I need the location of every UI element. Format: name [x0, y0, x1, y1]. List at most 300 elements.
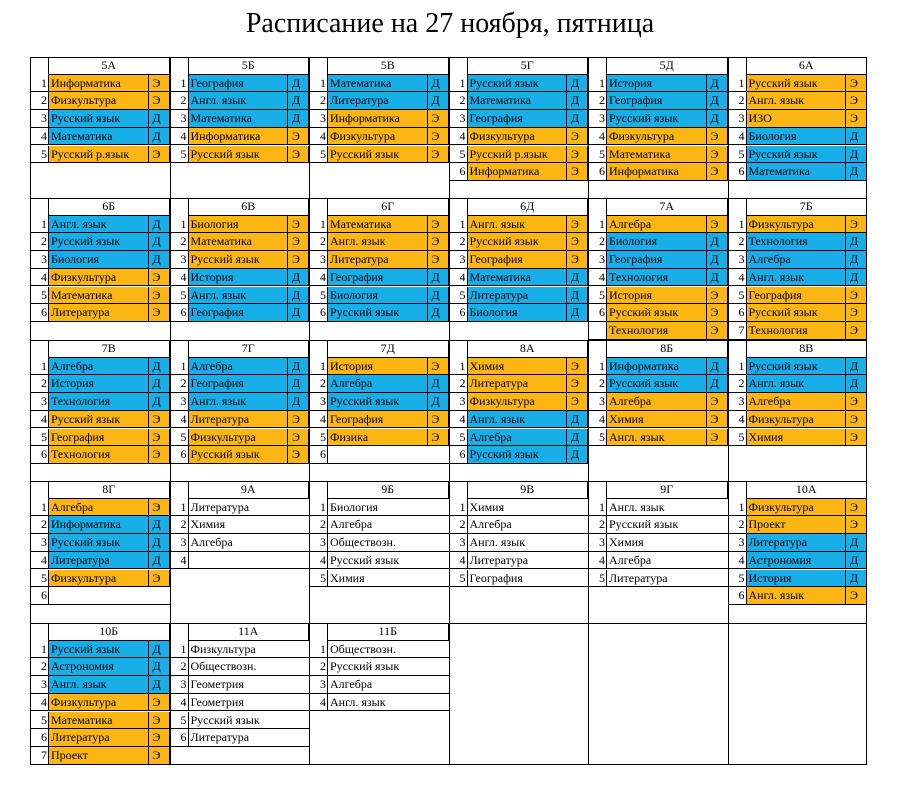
lesson-subject: Англ. язык: [746, 375, 846, 393]
lesson-subject: Физкультура: [48, 92, 148, 110]
lesson-row: [588, 304, 728, 322]
lesson-format: Э: [148, 146, 170, 164]
lesson-number: 1: [30, 641, 48, 659]
lesson-format: Д: [706, 233, 728, 251]
lesson-row: [588, 393, 728, 411]
lesson-row: [30, 552, 170, 570]
lesson-subject: Англ. язык: [48, 676, 148, 694]
lesson-row: [588, 322, 728, 340]
lesson-number: 2: [449, 375, 467, 393]
lesson-row: [728, 146, 868, 164]
lesson-number: 6: [170, 729, 188, 747]
lesson-number: 3: [728, 110, 746, 128]
lesson-number: 3: [728, 534, 746, 552]
lesson-subject: Биология: [188, 216, 288, 234]
lesson-subject: Русский язык: [467, 75, 567, 93]
lesson-number: 2: [30, 516, 48, 534]
lesson-number: 4: [449, 269, 467, 287]
lesson-format: Д: [845, 269, 867, 287]
lesson-subject: Алгебра: [467, 429, 567, 447]
lesson-row: [170, 304, 310, 322]
class-block: [30, 481, 170, 623]
lesson-format: Д: [148, 552, 170, 570]
lesson-row: [170, 75, 310, 93]
lesson-number: 3: [588, 110, 606, 128]
lesson-row: [30, 587, 170, 605]
lesson-number: 2: [728, 375, 746, 393]
lesson-row: [309, 75, 449, 93]
lesson-number: 1: [170, 499, 188, 517]
lesson-number: 6: [30, 587, 48, 605]
lesson-subject: География: [188, 375, 288, 393]
lesson-number: 1: [170, 641, 188, 659]
lesson-format: Э: [845, 92, 867, 110]
lesson-number: 3: [170, 393, 188, 411]
lesson-subject: Физкультура: [746, 499, 846, 517]
lesson-subject: Физкультура: [327, 128, 427, 146]
lesson-row: [728, 587, 868, 605]
lesson-row: [449, 499, 589, 517]
lesson-subject: Математика: [606, 146, 706, 164]
lesson-row: [30, 712, 170, 730]
lesson-number: 2: [588, 516, 606, 534]
lesson-row: [30, 375, 170, 393]
lesson-subject: Литература: [48, 552, 148, 570]
lesson-subject: Англ. язык: [188, 287, 288, 305]
lesson-subject: Физкультура: [48, 570, 148, 588]
class-block: [309, 623, 449, 765]
lesson-number: 3: [309, 393, 327, 411]
lesson-row: [728, 375, 868, 393]
lesson-row: [728, 304, 868, 322]
lesson-subject: Химия: [188, 516, 310, 534]
lesson-number: 4: [30, 128, 48, 146]
lesson-subject: Математика: [48, 287, 148, 305]
lesson-format: Э: [845, 429, 867, 447]
lesson-number: 6: [30, 304, 48, 322]
lesson-subject: География: [467, 110, 567, 128]
lesson-number: 1: [30, 216, 48, 234]
lesson-format: Д: [148, 516, 170, 534]
lesson-row: [309, 429, 449, 447]
lesson-format: Э: [287, 146, 309, 164]
lesson-number: 1: [30, 499, 48, 517]
lesson-row: [588, 233, 728, 251]
lesson-number: 4: [309, 694, 327, 712]
lesson-format: Э: [845, 216, 867, 234]
lesson-row: [170, 729, 310, 747]
lesson-number: 1: [170, 75, 188, 93]
lesson-row: [728, 163, 868, 181]
lesson-row: [588, 146, 728, 164]
lesson-format: Э: [148, 411, 170, 429]
lesson-number: 2: [588, 233, 606, 251]
lesson-format: Э: [148, 570, 170, 588]
lesson-number: 2: [30, 375, 48, 393]
lesson-format: Э: [427, 110, 449, 128]
lesson-subject: Технология: [606, 269, 706, 287]
lesson-subject: География: [327, 269, 427, 287]
lesson-subject: Русский язык: [746, 304, 846, 322]
lesson-subject: Технология: [746, 233, 846, 251]
lesson-row: [588, 75, 728, 93]
lesson-subject: Англ. язык: [467, 216, 567, 234]
lesson-format: Д: [148, 110, 170, 128]
lesson-row: [309, 216, 449, 234]
lesson-format: Э: [427, 358, 449, 376]
lesson-row: [449, 216, 589, 234]
lesson-row: [170, 128, 310, 146]
lesson-number: 1: [170, 216, 188, 234]
lesson-row: [309, 269, 449, 287]
lesson-row: [588, 251, 728, 269]
lesson-subject: Технология: [606, 322, 706, 340]
lesson-subject: Геометрия: [188, 694, 310, 712]
lesson-subject: Биология: [327, 499, 449, 517]
lesson-subject: Алгебра: [188, 534, 310, 552]
class-name: 8А: [467, 340, 589, 358]
lesson-subject: Алгебра: [606, 216, 706, 234]
lesson-subject: Англ. язык: [746, 587, 846, 605]
lesson-number: 4: [30, 552, 48, 570]
lesson-format: Д: [148, 676, 170, 694]
lesson-number: 3: [170, 534, 188, 552]
lesson-subject: Астрономия: [48, 658, 148, 676]
lesson-format: Э: [845, 411, 867, 429]
lesson-row: [309, 110, 449, 128]
lesson-number: 6: [588, 163, 606, 181]
lesson-format: Э: [287, 429, 309, 447]
lesson-row: [30, 92, 170, 110]
class-block: [30, 57, 170, 198]
lesson-format: Э: [427, 128, 449, 146]
lesson-row: [309, 641, 449, 659]
lesson-number: 3: [30, 676, 48, 694]
class-block: [170, 340, 310, 481]
lesson-subject: Литература: [746, 534, 846, 552]
class-block: [30, 198, 170, 340]
lesson-number: 3: [309, 251, 327, 269]
lesson-number: 3: [449, 534, 467, 552]
lesson-subject: Литература: [327, 251, 427, 269]
lesson-number: 5: [588, 429, 606, 447]
lesson-subject: Англ. язык: [327, 694, 449, 712]
lesson-row: [728, 269, 868, 287]
lesson-row: [588, 570, 728, 588]
lesson-subject: Англ. язык: [188, 92, 288, 110]
lesson-number: 2: [30, 92, 48, 110]
lesson-number: 5: [30, 146, 48, 164]
lesson-subject: Русский язык: [746, 75, 846, 93]
lesson-row: [309, 694, 449, 712]
lesson-subject: Математика: [48, 128, 148, 146]
lesson-format: Д: [845, 146, 867, 164]
lesson-row: [30, 287, 170, 305]
lesson-number: 3: [588, 393, 606, 411]
lesson-subject: Математика: [467, 92, 567, 110]
lesson-subject: Русский язык: [48, 110, 148, 128]
lesson-row: [588, 534, 728, 552]
lesson-row: [170, 375, 310, 393]
lesson-number: 6: [30, 446, 48, 464]
lesson-number: 4: [588, 269, 606, 287]
grid-line: [449, 57, 450, 765]
lesson-subject: Русский р.язык: [467, 146, 567, 164]
lesson-row: [309, 287, 449, 305]
class-name: 5А: [48, 57, 170, 75]
lesson-row: [30, 446, 170, 464]
class-block: [588, 481, 728, 623]
lesson-subject: Физика: [327, 429, 427, 447]
lesson-format: Э: [148, 729, 170, 747]
lesson-number: 3: [728, 251, 746, 269]
lesson-subject: История: [606, 75, 706, 93]
lesson-subject: Англ. язык: [467, 411, 567, 429]
lesson-format: Д: [148, 658, 170, 676]
lesson-row: [30, 393, 170, 411]
lesson-number: 3: [588, 534, 606, 552]
class-block: [170, 198, 310, 340]
lesson-subject: Обществозн.: [327, 641, 449, 659]
lesson-number: 3: [170, 110, 188, 128]
lesson-subject: Математика: [327, 216, 427, 234]
lesson-subject: Русский язык: [188, 446, 288, 464]
lesson-format: Д: [287, 92, 309, 110]
lesson-format: Д: [148, 358, 170, 376]
lesson-number: 4: [309, 269, 327, 287]
lesson-row: [170, 534, 310, 552]
lesson-format: Д: [706, 92, 728, 110]
lesson-row: [728, 322, 868, 340]
lesson-row: [309, 570, 449, 588]
class-name: 7Г: [188, 340, 310, 358]
class-name: 6В: [188, 198, 310, 216]
lesson-row: [588, 516, 728, 534]
class-name: 7Д: [327, 340, 449, 358]
lesson-row: [449, 233, 589, 251]
class-block: [728, 481, 868, 623]
lesson-number: 4: [170, 552, 188, 570]
class-name: 9А: [188, 481, 310, 499]
lesson-row: [449, 570, 589, 588]
lesson-row: [588, 358, 728, 376]
lesson-number: 3: [30, 251, 48, 269]
lesson-format: Д: [148, 233, 170, 251]
lesson-row: [170, 92, 310, 110]
lesson-number: 2: [309, 92, 327, 110]
class-block: [170, 623, 310, 765]
lesson-number: 6: [728, 587, 746, 605]
lesson-format: Э: [148, 269, 170, 287]
grid-line: [30, 481, 866, 482]
lesson-subject: История: [188, 269, 288, 287]
lesson-number: 1: [309, 216, 327, 234]
lesson-subject: Англ. язык: [48, 216, 148, 234]
lesson-number: 1: [728, 499, 746, 517]
lesson-row: [728, 287, 868, 305]
lesson-number: 3: [30, 534, 48, 552]
lesson-number: 1: [588, 358, 606, 376]
class-name: 10Б: [48, 623, 170, 641]
lesson-format: Д: [566, 110, 588, 128]
lesson-subject: Химия: [606, 411, 706, 429]
lesson-row: [728, 110, 868, 128]
lesson-format: Э: [148, 694, 170, 712]
lesson-subject: Русский язык: [606, 304, 706, 322]
lesson-number: 1: [170, 358, 188, 376]
class-block: [728, 198, 868, 340]
lesson-subject: Русский язык: [606, 516, 728, 534]
lesson-number: 4: [30, 269, 48, 287]
lesson-subject: История: [48, 375, 148, 393]
grid-line: [588, 57, 589, 765]
lesson-row: [588, 411, 728, 429]
lesson-row: [449, 163, 589, 181]
lesson-row: [309, 411, 449, 429]
lesson-subject: Математика: [467, 269, 567, 287]
lesson-row: [170, 429, 310, 447]
lesson-number: 1: [30, 75, 48, 93]
lesson-row: [30, 358, 170, 376]
lesson-subject: Математика: [48, 712, 148, 730]
lesson-number: 2: [588, 92, 606, 110]
lesson-format: Э: [287, 446, 309, 464]
lesson-number: 5: [449, 287, 467, 305]
lesson-row: [30, 216, 170, 234]
lesson-row: [30, 499, 170, 517]
lesson-format: Э: [845, 516, 867, 534]
lesson-format: Э: [148, 499, 170, 517]
lesson-number: 4: [728, 552, 746, 570]
lesson-format: Д: [566, 75, 588, 93]
lesson-subject: География: [48, 429, 148, 447]
lesson-row: [170, 146, 310, 164]
lesson-number: 3: [309, 110, 327, 128]
lesson-number: 5: [170, 429, 188, 447]
lesson-row: [30, 516, 170, 534]
lesson-subject: Русский язык: [327, 658, 449, 676]
lesson-number: 5: [170, 287, 188, 305]
lesson-format: Д: [566, 411, 588, 429]
lesson-number: 2: [449, 233, 467, 251]
lesson-subject: Биология: [746, 128, 846, 146]
lesson-row: [309, 358, 449, 376]
lesson-number: 6: [170, 446, 188, 464]
lesson-row: [728, 251, 868, 269]
lesson-format: Э: [148, 429, 170, 447]
lesson-row: [588, 110, 728, 128]
lesson-row: [30, 251, 170, 269]
lesson-format: Д: [566, 304, 588, 322]
lesson-number: 1: [588, 499, 606, 517]
lesson-subject: Информатика: [606, 163, 706, 181]
class-block: [449, 481, 589, 623]
lesson-number: 2: [728, 516, 746, 534]
lesson-number: 5: [309, 287, 327, 305]
lesson-subject: Русский язык: [48, 534, 148, 552]
lesson-number: 5: [309, 146, 327, 164]
lesson-row: [728, 499, 868, 517]
lesson-format: Э: [148, 92, 170, 110]
lesson-subject: Математика: [188, 233, 288, 251]
class-name: 11Б: [327, 623, 449, 641]
lesson-subject: Русский язык: [327, 304, 427, 322]
class-block: [449, 340, 589, 481]
lesson-subject: [48, 587, 170, 605]
lesson-row: [30, 747, 170, 765]
lesson-format: Д: [287, 287, 309, 305]
lesson-row: [170, 446, 310, 464]
lesson-format: Э: [845, 287, 867, 305]
class-name: 5Д: [606, 57, 728, 75]
lesson-subject: Физкультура: [188, 429, 288, 447]
lesson-format: Э: [706, 304, 728, 322]
lesson-number: 1: [309, 75, 327, 93]
lesson-number: 6: [309, 304, 327, 322]
lesson-subject: Математика: [188, 110, 288, 128]
lesson-row: [449, 429, 589, 447]
lesson-format: Д: [845, 534, 867, 552]
lesson-row: [309, 446, 449, 464]
lesson-subject: География: [606, 92, 706, 110]
class-block: [309, 57, 449, 198]
lesson-number: 2: [588, 375, 606, 393]
lesson-row: [728, 128, 868, 146]
lesson-number: 5: [728, 429, 746, 447]
class-name: 9В: [467, 481, 589, 499]
lesson-row: [170, 694, 310, 712]
lesson-format: Д: [845, 570, 867, 588]
lesson-row: [30, 75, 170, 93]
lesson-number: 5: [449, 570, 467, 588]
lesson-number: 3: [449, 251, 467, 269]
lesson-row: [588, 269, 728, 287]
lesson-subject: Русский язык: [48, 641, 148, 659]
lesson-number: 5: [30, 287, 48, 305]
class-block: [30, 623, 170, 765]
lesson-format: Э: [148, 446, 170, 464]
lesson-format: Д: [287, 75, 309, 93]
lesson-row: [449, 304, 589, 322]
class-name: 8В: [746, 340, 868, 358]
lesson-format: Э: [287, 233, 309, 251]
lesson-row: [728, 233, 868, 251]
lesson-row: [170, 411, 310, 429]
lesson-number: 4: [449, 411, 467, 429]
lesson-format: Д: [287, 375, 309, 393]
lesson-format: Э: [706, 128, 728, 146]
lesson-row: [728, 358, 868, 376]
lesson-format: Э: [845, 499, 867, 517]
lesson-format: Д: [845, 358, 867, 376]
lesson-subject: Биология: [467, 304, 567, 322]
lesson-row: [30, 676, 170, 694]
lesson-format: Э: [706, 287, 728, 305]
class-block: [170, 57, 310, 198]
lesson-format: Д: [706, 110, 728, 128]
lesson-row: [30, 658, 170, 676]
class-name: 7В: [48, 340, 170, 358]
grid-line: [30, 57, 31, 765]
lesson-format: Э: [148, 287, 170, 305]
lesson-row: [170, 216, 310, 234]
grid-line: [30, 198, 866, 199]
lesson-number: 2: [728, 92, 746, 110]
lesson-number: 1: [449, 358, 467, 376]
lesson-subject: Физкультура: [48, 269, 148, 287]
class-block: [449, 198, 589, 340]
lesson-subject: Литература: [188, 499, 310, 517]
